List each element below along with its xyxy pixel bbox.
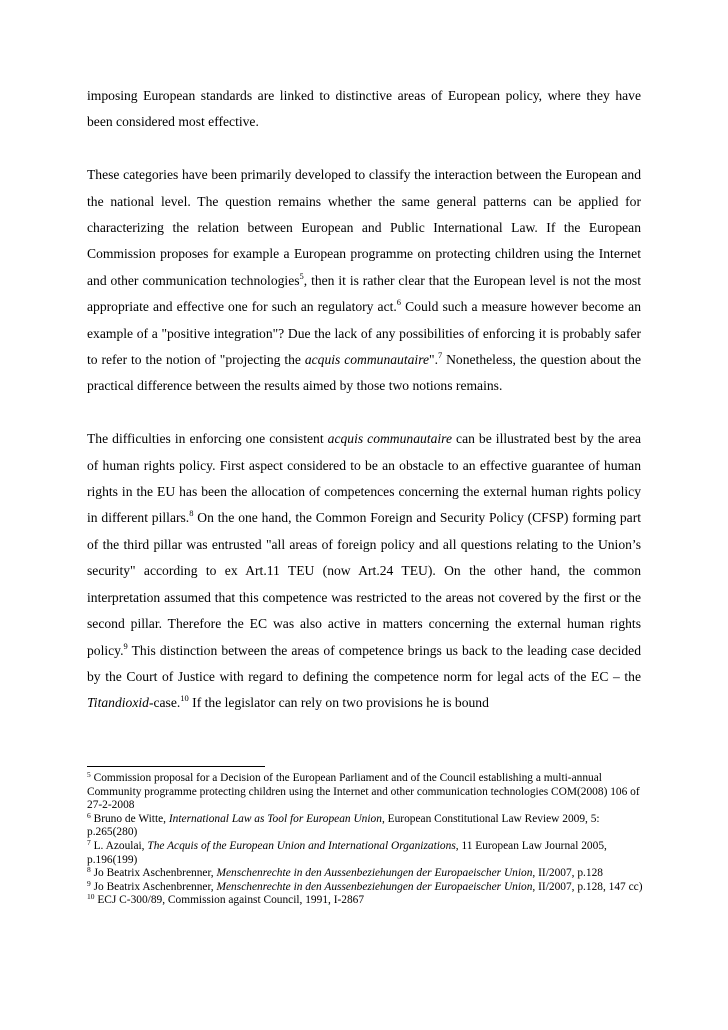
footnote-reference: 5: [87, 770, 91, 779]
paragraph-categories: [87, 162, 641, 400]
footnote-reference: 9: [123, 640, 128, 651]
footnote-reference: 9: [87, 878, 91, 888]
italic-text: International Law as Tool for European Union: [168, 812, 382, 825]
text-run: This distinction between the areas of competence brings us back to the leading case decided by the Court of Justice with regard to defining the competence norm for legal acts of the EC – the: [87, 642, 641, 684]
text-run: ".: [429, 352, 438, 368]
footnote-reference: 7: [87, 837, 91, 847]
footnote-reference: 8: [87, 865, 91, 875]
italic-text: Menschenrechte in den Aussenbeziehungen der Europaeischer Union: [216, 867, 533, 880]
footnote-reference: 8: [189, 508, 194, 519]
footnote-reference: 6: [396, 297, 402, 308]
text-run: , II/2007, p.128: [532, 867, 603, 880]
footnotes: [87, 772, 643, 908]
text-run: Could such a measure however become an example of a "positive integration"? Due the lack of any possibilities of enforcing it is probably safer to refer to the notion of "projecting the: [87, 299, 641, 368]
footnote-reference: 7: [437, 350, 443, 361]
text-run: Jo Beatrix Aschenbrenner,: [90, 867, 217, 880]
footnote-10: [87, 894, 643, 908]
paragraph-difficulties: [87, 426, 641, 716]
paragraph-continuation: [87, 83, 641, 136]
text-run: Nonetheless, the question about the practical difference between the results aimed by those two notions remains.: [87, 352, 641, 394]
text-run: Jo Beatrix Aschenbrenner,: [90, 880, 217, 893]
text-run: L. Azoulai,: [90, 839, 148, 852]
italic-text: Titandioxid: [87, 695, 149, 711]
text-run: can be illustrated best by the area of human rights policy. First aspect considered to be an obstacle to an effective guarantee of human rights in the EU has been the allocation of competences concerning the external human rights policy in different pillars.: [87, 431, 642, 526]
italic-text: Menschenrechte in den Aussenbeziehungen der Europaeischer Union: [216, 880, 533, 893]
text-run: , 11 European Law Journal 2005, p.196(199): [87, 839, 607, 866]
footnote-8: [87, 867, 643, 881]
italic-text: The Acquis of the European Union and International Organizations: [147, 839, 456, 852]
italic-text: acquis communautaire: [304, 352, 430, 368]
footnote-6: [87, 810, 643, 840]
text-run: These categories have been primarily developed to classify the interaction between the European and the national level. The question remains whether the same general patterns can be applied for characterizing the relation between European and Public International Law. If the European Commission proposes for example a European programme on protecting children using the Internet and other communication technologies: [87, 167, 641, 288]
footnote-reference: 10: [180, 693, 189, 704]
footnote-5: [87, 772, 643, 813]
text-run: If the legislator can rely on two provisions he is bound: [188, 695, 489, 711]
text-run: , then it is rather clear that the European level is not the most appropriate and effective one for such an regulatory act.: [87, 272, 641, 315]
footnote-reference: 10: [87, 892, 95, 902]
text-run: Commission proposal for a Decision of the European Parliament and of the Council establishing a multi-annual Community programme protecting children using the Internet and other communication technologies COM(2008) 106 of 27-2-2008: [87, 772, 640, 812]
footnote-7: [87, 837, 643, 867]
text-run: Bruno de Witte,: [90, 812, 169, 825]
italic-text: acquis communautaire: [327, 431, 452, 447]
text-run: On the one hand, the Common Foreign and Security Policy (CFSP) forming part of the third pillar was entrusted "all areas of foreign policy and all questions relating to the Union’s security" according to ex Art.11 TEU (now Art.24 TEU). On the other hand, the common interpretation assumed that this competence was restricted to the areas not covered by the first or the second pillar. Therefore the EC was also active in matters concerning the external human rights policy.: [87, 510, 641, 658]
text-run: , II/2007, p.128, 147 cc): [532, 880, 643, 893]
footnote-9: [87, 878, 643, 895]
body-text: [87, 83, 641, 717]
text-run: imposing European standards are linked to distinctive areas of European policy, where they have been considered most effective.: [87, 88, 641, 130]
footnote-reference: 6: [87, 810, 91, 820]
footnote-separator: [87, 766, 265, 767]
text-run: ECJ C-300/89, Commission against Council, 1991, I-2867: [94, 894, 365, 907]
text-run: The difficulties in enforcing one consistent: [87, 431, 328, 447]
text-run: , European Constitutional Law Review 2009, 5: p.265(280): [87, 812, 600, 839]
text-run: -case.: [148, 695, 181, 711]
footnote-reference: 5: [299, 270, 304, 281]
